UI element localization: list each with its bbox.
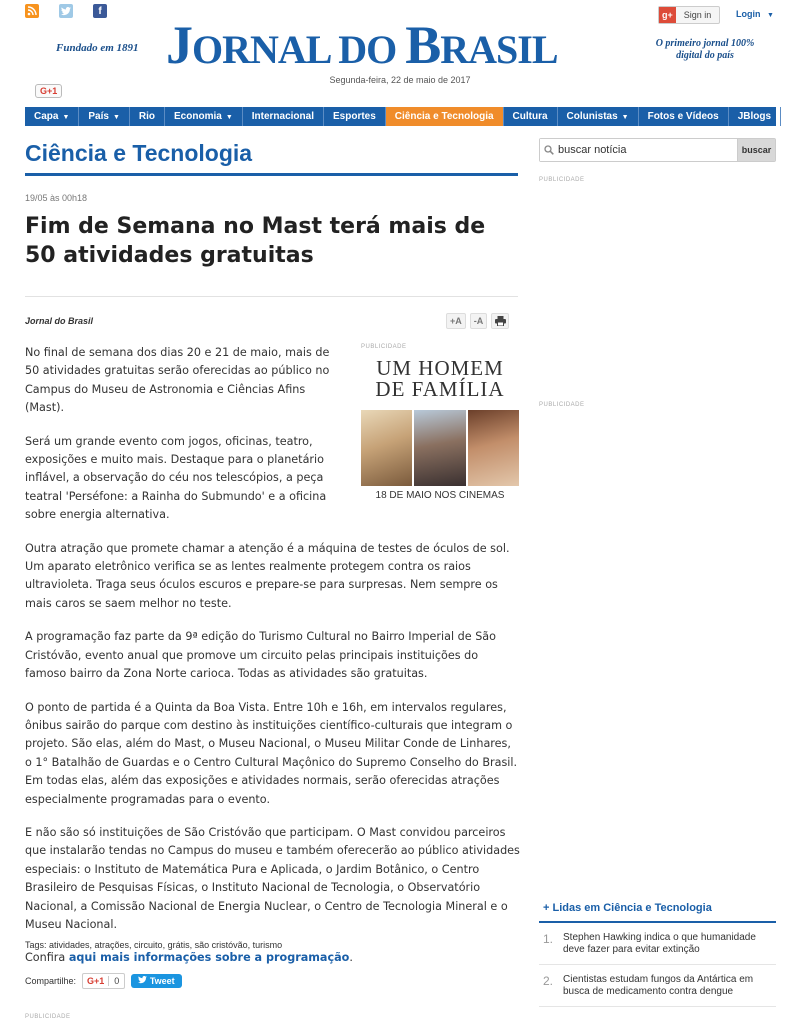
nav-item-pa-s[interactable]	[79, 107, 130, 126]
movie-title-line1: UM HOMEM	[376, 356, 504, 380]
most-read-item[interactable]	[539, 929, 776, 965]
nav-item-label: Internacional	[251, 111, 314, 122]
header-tagline: O primeiro jornal 100% digital do país	[655, 38, 755, 61]
gplus-count: 0	[108, 976, 124, 986]
nav-item-economia[interactable]	[165, 107, 243, 126]
nav-item-label: Fotos e Vídeos	[647, 111, 719, 122]
search-box	[539, 138, 776, 162]
rss-icon[interactable]	[25, 4, 39, 18]
sidebar-ad-label: PUBLICIDADE	[539, 402, 585, 408]
founded-text: Fundado em 1891	[56, 42, 139, 54]
print-icon[interactable]	[491, 313, 509, 329]
signin-label: Sign in	[683, 10, 712, 20]
most-read-divider	[539, 921, 776, 923]
nav-item-label: Colunistas	[566, 111, 618, 122]
font-size-controls	[446, 313, 509, 329]
article-paragraph: A programação faz parte da 9ª edição do Turismo Cultural no Bairro Imperial de São Cristóvão, evento anual que promove um circuito pelas principais instituições do famoso bairro da Zona Norte carioca. Todas as atividades são gratuitas.	[25, 630, 496, 681]
nav-item-label: Cultura	[512, 111, 548, 122]
nav-item-internacional[interactable]	[243, 107, 324, 126]
gplus-share-button[interactable]	[82, 973, 125, 989]
search-button[interactable]: buscar	[737, 139, 775, 161]
most-read-item[interactable]	[539, 971, 776, 1007]
ad-label-bottom: PUBLICIDADE	[25, 1014, 71, 1020]
most-read-list	[539, 929, 776, 1013]
article-tags[interactable]: Tags: atividades, atrações, circuito, grátis, são cristóvão, turismo	[25, 940, 283, 950]
nav-item-rio[interactable]	[130, 107, 165, 126]
article-body	[25, 344, 520, 983]
share-label: Compartilhe:	[25, 976, 77, 986]
most-read-number: 2.	[543, 974, 554, 988]
login-menu[interactable]	[736, 9, 774, 19]
twitter-icon[interactable]	[59, 4, 73, 18]
logo-letter-b: B	[405, 15, 441, 75]
nav-item-label: Ciência e Tecnologia	[394, 111, 494, 122]
gplus-small-button[interactable]: G+1	[35, 84, 62, 98]
confira-paragraph	[25, 949, 520, 967]
search-icon	[544, 145, 554, 155]
article-paragraph: O ponto de partida é a Quinta da Boa Vista. Entre 10h e 16h, em intervalos regulares, ônibus sairão do parque com destino às instituições científico-culturais que integram o projeto. São elas, além do Mast, o Museu Nacional, o Museu Militar Conde de Linhares, o 1° Batalhão de Guardas e o Centro Cultural Maçônico do Supremo Conselho do Brasil. Em todas elas, além das exposições e atividades normais, serão oferecidas atrações especialmente programadas para o evento.	[25, 700, 518, 806]
logo-letter-j: J	[166, 15, 192, 75]
confira-text: Confira	[25, 951, 69, 965]
most-read-number: 1.	[543, 932, 554, 946]
font-decrease-button[interactable]: -A	[470, 313, 488, 329]
logo-text-part: ORNAL DO	[192, 27, 406, 72]
google-plus-icon: g+	[659, 7, 676, 23]
search-placeholder: buscar notícia	[558, 144, 627, 156]
chevron-down-icon: ▼	[62, 114, 70, 121]
most-read-link[interactable]: Stephen Hawking indica o que humanidade deve fazer para evitar extinção	[563, 932, 756, 955]
social-icons	[25, 4, 107, 18]
movie-release-date: 18 DE MAIO NOS CINEMAS	[375, 490, 505, 501]
headline-divider	[25, 296, 518, 297]
share-bar	[25, 973, 182, 989]
article-paragraph: No final de semana dos dias 20 e 21 de maio, mais de 50 atividades gratuitas serão oferecidas ao público no Campus do Museu de Astronomia e Ciências Afins (Mast).	[25, 346, 330, 415]
most-read-title[interactable]: + Lidas em Ciência e Tecnologia	[543, 902, 712, 914]
ad-label: PUBLICIDADE	[361, 344, 407, 350]
article-author: Jornal do Brasil	[25, 316, 94, 326]
search-input[interactable]	[540, 139, 737, 161]
main-nav	[25, 107, 776, 126]
google-signin-button[interactable]	[658, 6, 720, 24]
article-headline: Fim de Semana no Mast terá mais de 50 atividades gratuitas	[25, 214, 486, 268]
tweet-label: Tweet	[149, 976, 175, 986]
login-label: Login	[736, 9, 761, 19]
logo-text-part2: RASIL	[440, 27, 558, 72]
nav-item-esportes[interactable]	[324, 107, 386, 126]
header-date: Segunda-feira, 22 de maio de 2017	[329, 75, 471, 85]
nav-item-fotos-e-v-deos[interactable]	[639, 107, 729, 126]
most-read-link[interactable]: Cientistas estudam fungos da Antártica em busca de medicamento contra dengue	[563, 974, 754, 997]
nav-item-cultura[interactable]	[504, 107, 558, 126]
nav-item-label: Capa	[34, 111, 59, 122]
twitter-icon	[138, 976, 147, 984]
article-timestamp: 19/05 às 00h18	[25, 193, 88, 203]
article-paragraph: Outra atração que promete chamar a atenção é a máquina de testes de óculos de sol. Um aparato eletrônico verifica se as lentes realmente protegem contra os raios ultravioleta. Traga seus óculos escuros e prepare-se para surpresas. Nem sempre os mais caros se saem melhor no teste.	[25, 541, 510, 610]
chevron-down-icon: ▼	[225, 114, 233, 121]
nav-item-label: Economia	[174, 111, 222, 122]
nav-item-colunistas[interactable]	[558, 107, 639, 126]
chevron-down-icon: ▼	[112, 114, 120, 121]
article-paragraph: Será um grande evento com jogos, oficinas, teatro, exposições e muito mais. Destaque para o planetário inflável, a observação do céu nos telescópios, a peça teatral 'Perséfone: a Rainha do Submundo' e a oficina sobre energia alternativa.	[25, 434, 327, 522]
confira-suffix: .	[349, 951, 353, 965]
site-logo[interactable]	[166, 16, 558, 79]
confira-link[interactable]: aqui mais informações sobre a programação	[68, 951, 350, 965]
section-divider	[25, 173, 518, 176]
nav-item-jblogs[interactable]	[729, 107, 781, 126]
chevron-down-icon: ▼	[767, 12, 774, 19]
section-title[interactable]: Ciência e Tecnologia	[25, 140, 253, 166]
nav-item-ci-ncia-e-tecnologia[interactable]	[386, 107, 504, 126]
font-increase-button[interactable]: +A	[446, 313, 466, 329]
facebook-icon[interactable]: f	[93, 4, 107, 18]
nav-item-label: Esportes	[333, 111, 376, 122]
nav-item-label: JBlogs	[737, 111, 772, 122]
gplus-label: G+1	[87, 976, 105, 986]
nav-item-label: País	[88, 111, 109, 122]
sidebar-ad-label: PUBLICIDADE	[539, 177, 585, 183]
article-paragraph: E não são só instituições de São Cristóvão que participam. O Mast convidou parceiros que instalarão tendas no Campus do museu e também oferecerão ao público atividades especiais: o Instituto de Matemática Pura e Aplicada, o Jardim Botânico, o Centro Brasileiro de Pesquisas Físicas, o Instituto Nacional de Tecnologia, o Observatório Nacional, a Comissão Nacional de Energia Nuclear, o Centro de Tecnologia Mineral e o Museu Nacional.	[25, 825, 520, 931]
movie-title-line2: DE FAMÍLIA	[375, 377, 505, 401]
tweet-button[interactable]	[131, 974, 181, 988]
nav-item-capa[interactable]	[25, 107, 79, 126]
chevron-down-icon: ▼	[621, 114, 629, 121]
nav-item-label: Rio	[138, 111, 156, 122]
